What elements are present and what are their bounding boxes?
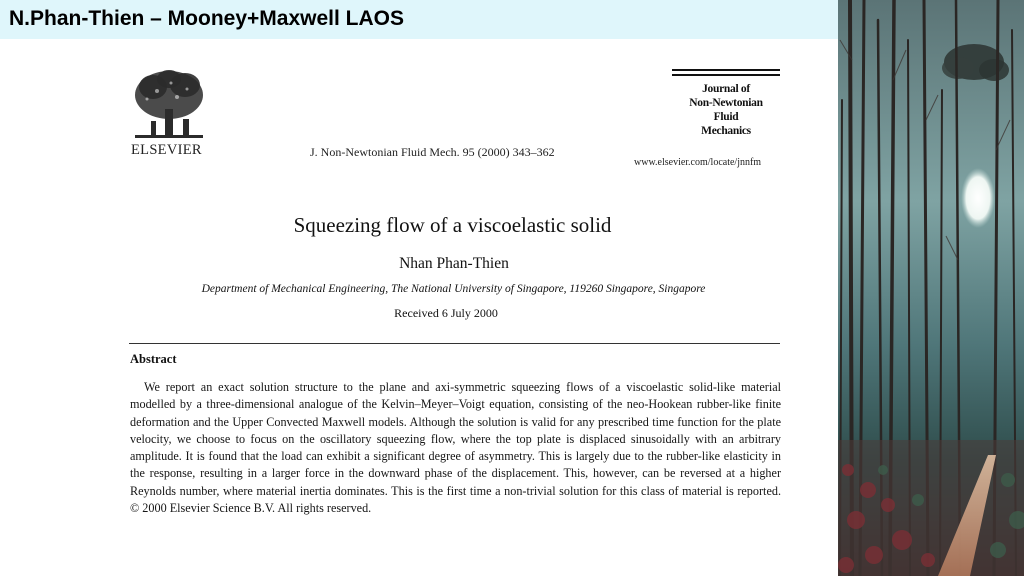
journal-url: www.elsevier.com/locate/jnnfm bbox=[634, 157, 762, 168]
journal-logo bbox=[672, 69, 780, 151]
journal-logo-rule bbox=[672, 74, 780, 76]
section-divider bbox=[129, 343, 780, 344]
slide-title: N.Phan-Thien – Mooney+Maxwell LAOS bbox=[9, 7, 404, 30]
abstract-text: We report an exact solution structure to the plane and axi-symmetric squeezing flows of a viscoelastic solid-like material modelled by a three-dimensional analogue of the Kelvin–Meyer–Voigt equation, consisting of the neo-Hookean rubber-like finite deformation and the Upper Convected Maxwell models. Although the solution is valid for any prescribed time function for the plate velocity, we choose to focus on the oscillatory squeezing flow, where the top plate is displaced sinusoidally with an arbitrary amplitude. It is found that the load can exhibit a significant degree of asymmetry. This is largely due to the rubber-like elasticity in the response, resulting in a larger force in the downward phase of the displacement. This, however, can be reversed at a higher Reynolds number, where material inertia dominates. This is the first time a non-trivial solution for this class of material is reported. © 2000 Elsevier Science B.V. All rights reserved. bbox=[130, 380, 781, 516]
author-affiliation: Department of Mechanical Engineering, The National University of Singapore, 119260 Singapore, Singapore bbox=[201, 283, 706, 295]
received-date: Received 6 July 2000 bbox=[394, 306, 498, 320]
moon-shape bbox=[961, 168, 995, 228]
abstract-heading: Abstract bbox=[130, 352, 177, 366]
paper-title: Squeezing flow of a viscoelastic solid bbox=[293, 213, 612, 237]
journal-logo-line: Non-Newtonian bbox=[689, 97, 763, 109]
journal-logo-line: Fluid bbox=[713, 111, 739, 123]
publisher-name: ELSEVIER bbox=[131, 142, 202, 158]
journal-logo-title bbox=[672, 82, 780, 138]
journal-citation: J. Non-Newtonian Fluid Mech. 95 (2000) 343–362 bbox=[310, 145, 555, 159]
paper-page bbox=[0, 39, 838, 576]
journal-logo-rule bbox=[672, 69, 780, 71]
journal-logo-line: Mechanics bbox=[701, 125, 751, 137]
paper-author: Nhan Phan-Thien bbox=[399, 255, 509, 272]
slide-title-bar bbox=[0, 0, 838, 39]
journal-logo-line: Journal of bbox=[702, 83, 750, 95]
